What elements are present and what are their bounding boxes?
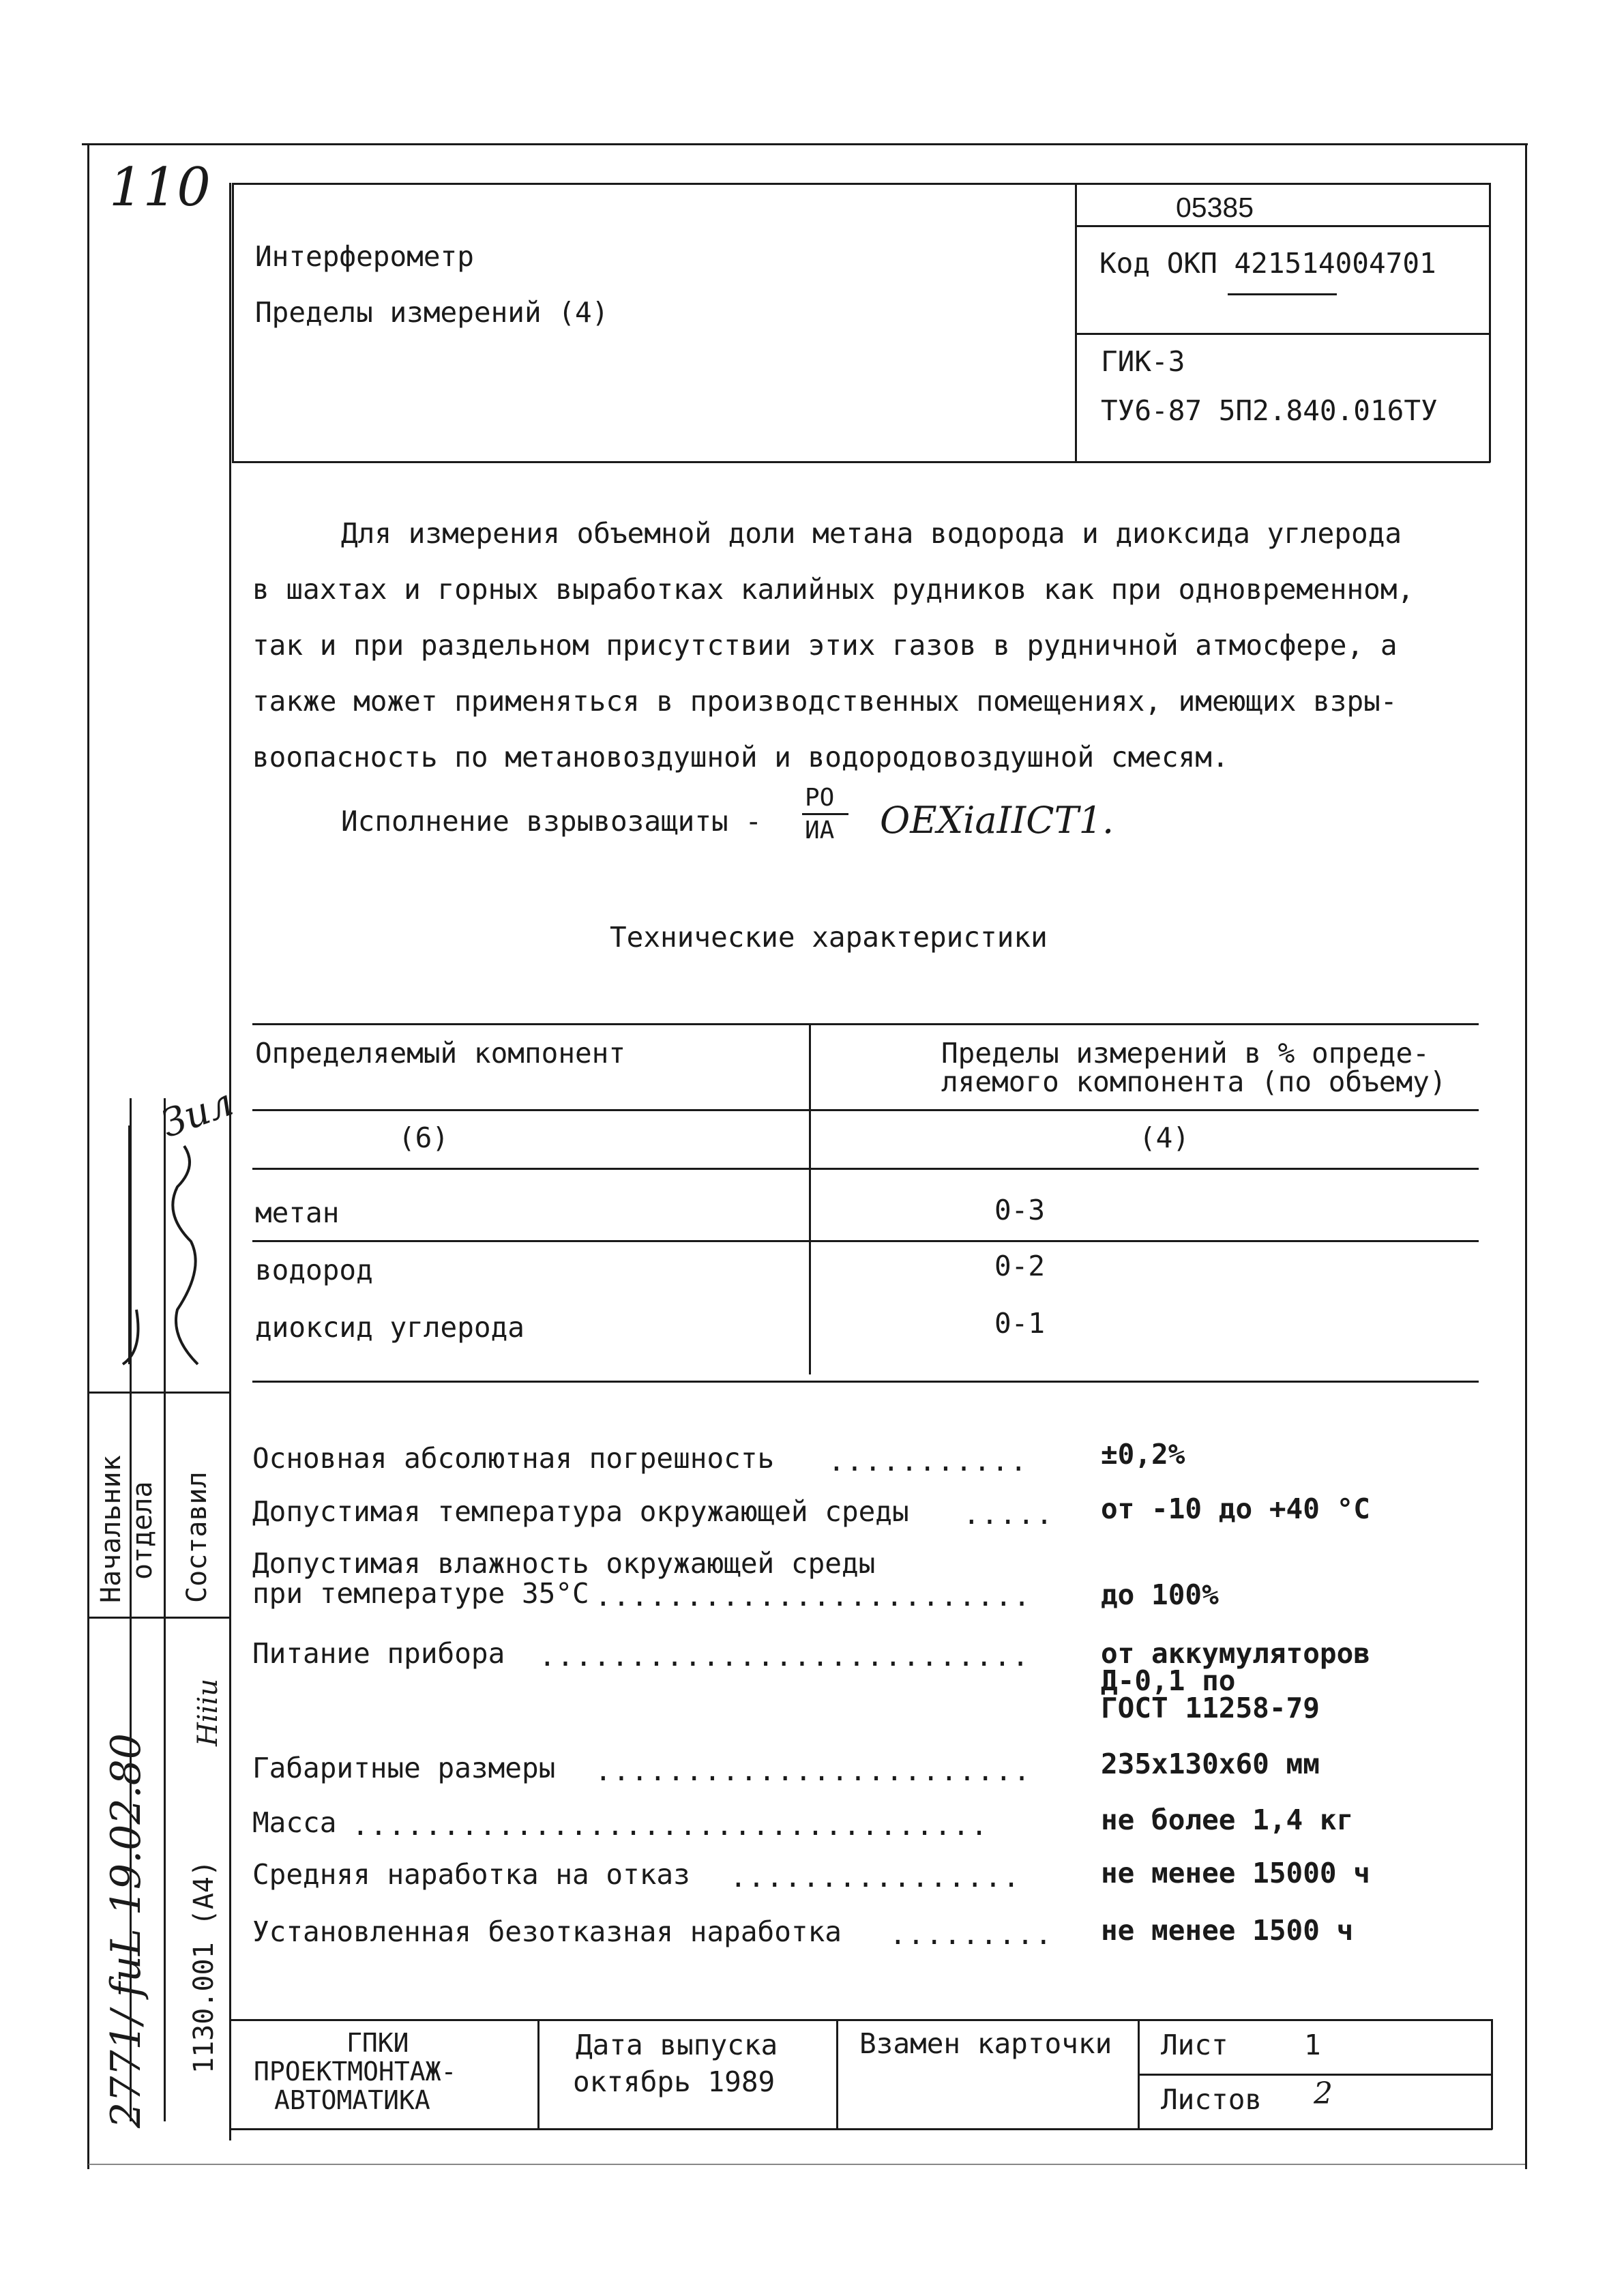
table-row-component: водород xyxy=(255,1254,373,1286)
spec-label: Питание прибора xyxy=(252,1637,505,1670)
spec-value: от -10 до +40 °С xyxy=(1101,1492,1370,1525)
intro-line-2: в шахтах и горных выработках калийных рудников как при одновременном, xyxy=(252,573,1415,606)
table-col2-header-line2: ляемого компонента (по объему) xyxy=(941,1065,1447,1098)
okp-code: Код ОКП 421514004701 xyxy=(1099,247,1436,280)
spec-dots: ........... xyxy=(828,1445,1029,1477)
spec-dots: ........................ xyxy=(595,1580,1032,1613)
table-col-divider xyxy=(809,1023,811,1374)
table-col2-code: (4) xyxy=(1139,1121,1190,1154)
side-head-label: Начальник xyxy=(95,1455,127,1603)
table-col2-header-line1: Пределы измерений в % опреде- xyxy=(941,1037,1430,1070)
intro-line-3: так и при раздельном присутствии этих газов в рудничной атмосфере, а xyxy=(252,629,1398,662)
spec-value-line1: от аккумуляторов xyxy=(1101,1637,1370,1670)
table-row-range: 0-3 xyxy=(994,1194,1046,1226)
table-row-range: 0-1 xyxy=(994,1307,1046,1340)
tu-number: ТУ6-87 5П2.840.016ТУ xyxy=(1101,394,1438,427)
intro-line-1: Для измерения объемной доли метана водорода и диоксида углерода xyxy=(341,517,1402,550)
header-left-line xyxy=(232,183,234,462)
footer-issue-label: Дата выпуска xyxy=(576,2029,778,2061)
instrument-subtitle: Пределы измерений (4) xyxy=(255,296,609,329)
right-border xyxy=(1525,143,1527,2169)
footer-top-line xyxy=(231,2019,1492,2021)
protection-denominator: ИА xyxy=(805,816,835,844)
instrument-name: Интерферометр xyxy=(255,240,474,273)
spec-value-line3: ГОСТ 11258-79 xyxy=(1101,1692,1320,1724)
table-col1-header: Определяемый компонент xyxy=(255,1037,626,1070)
spec-value: до 100% xyxy=(1101,1578,1219,1611)
spec-dots: ........................ xyxy=(595,1754,1032,1787)
header-bottom-line xyxy=(232,461,1490,463)
handwritten-page-number: 110 xyxy=(109,157,211,218)
footer-sheets-value: 2 xyxy=(1314,2076,1333,2111)
handwritten-side-initials: Hiiiu xyxy=(192,1678,224,1746)
spec-label: Допустимая температура окружающей среды xyxy=(252,1495,909,1528)
protection-label: Исполнение взрывозащиты - xyxy=(341,805,763,838)
spec-label: Масса xyxy=(252,1806,337,1839)
model-name: ГИК-3 xyxy=(1101,345,1185,378)
side-stamp-line-c xyxy=(229,183,231,2140)
spec-value: не менее 1500 ч xyxy=(1101,1914,1354,1947)
spec-value: ±0,2% xyxy=(1101,1438,1185,1471)
spec-value: не более 1,4 кг xyxy=(1101,1804,1354,1836)
spec-value: 235x130x60 мм xyxy=(1101,1748,1320,1780)
spec-label: при температуре 35°С xyxy=(252,1577,589,1610)
handwritten-signature: Зил xyxy=(156,1080,239,1147)
header-divider-h1 xyxy=(1075,225,1490,227)
signature-scribbles xyxy=(102,1105,225,1392)
spec-dots: ..... xyxy=(963,1498,1054,1531)
footer-bottom-line xyxy=(231,2128,1492,2130)
spec-dots: ................................... xyxy=(352,1809,989,1842)
spec-label: Установленная безотказная наработка xyxy=(252,1915,842,1948)
spec-dots: ......... xyxy=(889,1918,1054,1951)
tech-title: Технические характеристики xyxy=(610,921,1048,954)
spec-label-line1: Допустимая влажность окружающей среды xyxy=(252,1547,876,1580)
handwritten-side-date: 2771/ fuL 19.02.80 xyxy=(102,1733,150,2128)
spec-label: Средняя наработка на отказ xyxy=(252,1858,690,1891)
card-number: 05385 xyxy=(1176,192,1254,223)
table-code-line xyxy=(252,1168,1479,1170)
table-top-line xyxy=(252,1023,1479,1025)
footer-issue-date: октябрь 1989 xyxy=(573,2065,775,2098)
left-border xyxy=(87,143,89,2169)
table-row-component: метан xyxy=(255,1196,340,1229)
table-bottom-line xyxy=(252,1381,1479,1383)
spec-label: Основная абсолютная погрешность xyxy=(252,1442,775,1475)
footer-div-2 xyxy=(836,2019,838,2130)
footer-org-line2: ПРОЕКТМОНТАЖ- xyxy=(254,2057,457,2087)
header-divider-h2 xyxy=(1075,333,1490,335)
spec-value: не менее 15000 ч xyxy=(1101,1857,1370,1889)
spec-value-line2: Д-0,1 по xyxy=(1101,1664,1236,1697)
protection-fraction-bar xyxy=(802,813,848,815)
spec-dots: ........................... xyxy=(539,1640,1031,1673)
top-border xyxy=(82,143,1528,145)
table-header-line xyxy=(252,1109,1479,1111)
table-row-component: диоксид углерода xyxy=(255,1311,524,1344)
side-author-label: Составил xyxy=(181,1471,213,1603)
footer-sheet-value: 1 xyxy=(1304,2029,1321,2061)
side-head-label-2: отдела xyxy=(127,1481,158,1580)
table-row-range: 0-2 xyxy=(994,1250,1046,1282)
footer-sheets-label: Листов xyxy=(1161,2083,1262,2116)
intro-line-4: также может применяться в производственных помещениях, имеющих взры- xyxy=(252,685,1398,718)
footer-replace-label: Взамен карточки xyxy=(859,2027,1112,2060)
footer-org-line3: АВТОМАТИКА xyxy=(274,2085,430,2115)
footer-div-h xyxy=(1138,2074,1492,2076)
spec-dots: ................ xyxy=(730,1861,1021,1894)
table-col1-code: (6) xyxy=(398,1121,449,1154)
intro-line-5: воопасность по метановоздушной и водородовоздушной смесям. xyxy=(252,741,1229,774)
header-top-line xyxy=(232,183,1490,185)
spec-label: Габаритные размеры xyxy=(252,1752,556,1784)
side-stamp-h1 xyxy=(89,1392,231,1394)
protection-numerator: РО xyxy=(805,784,835,812)
footer-org-line1: ГПКИ xyxy=(346,2028,409,2058)
side-stamp-h2 xyxy=(89,1617,231,1619)
handwritten-explosion-mark: OEXiaIICT1. xyxy=(880,799,1114,842)
side-form-code: 1130.001 (A4) xyxy=(188,1859,220,2074)
footer-right-line xyxy=(1491,2019,1493,2130)
table-row1-line xyxy=(252,1240,1479,1242)
okp-underline xyxy=(1228,293,1337,295)
bottom-scan-line xyxy=(89,2164,1525,2165)
footer-sheet-label: Лист xyxy=(1161,2029,1228,2061)
footer-div-1 xyxy=(537,2019,540,2130)
